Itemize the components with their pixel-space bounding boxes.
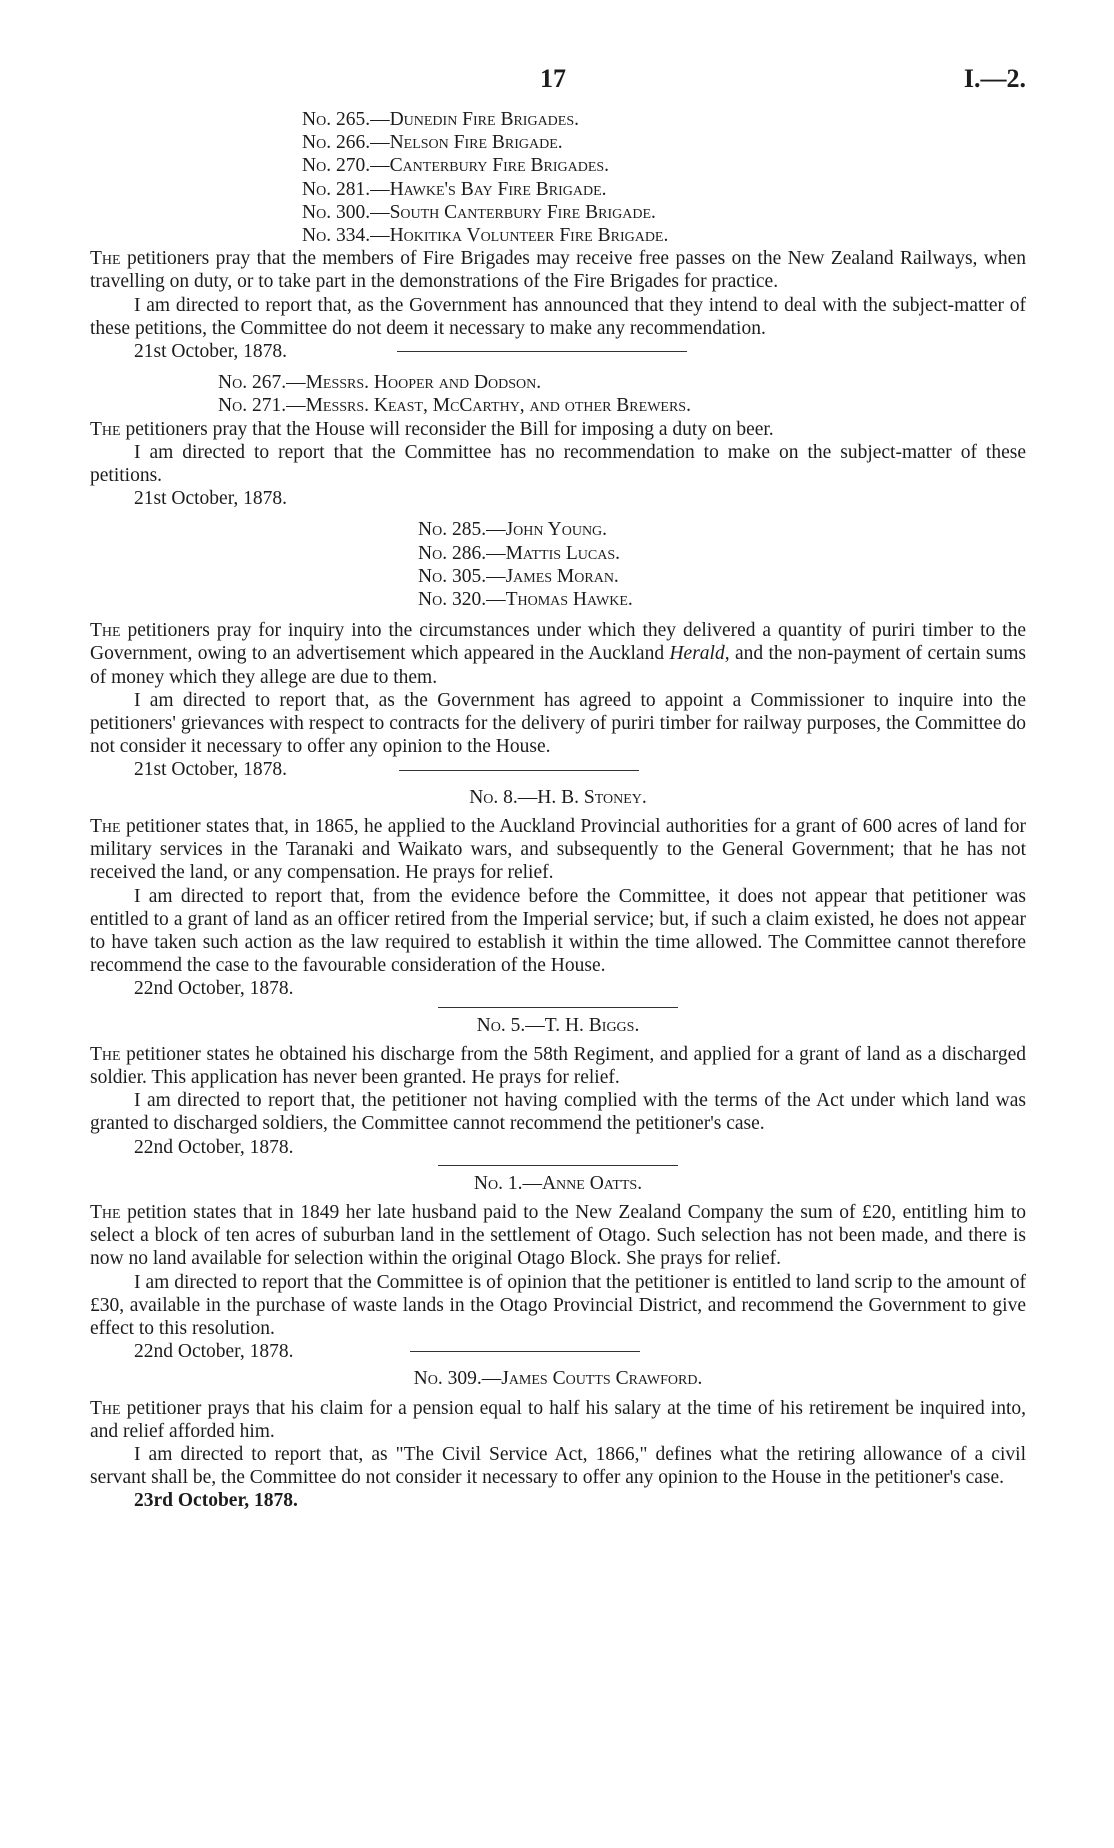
report-date: 21st October, 1878.: [134, 488, 288, 510]
petition-titles: [90, 108, 1026, 247]
section-divider: [438, 1007, 678, 1008]
petition-title: No. 286.—Mattis Lucas.: [418, 542, 621, 564]
committee-report: I am directed to report that, as "The Civil Service Act, 1866," defines what the retiring allowance of a civil servant shall be, the Committee do not consider it necessary to offer any opinion to the House in the petitioner's case.: [90, 1443, 1026, 1489]
petition-title: No. 267.—Messrs. Hooper and Dodson.: [218, 372, 542, 394]
report-date: 21st October, 1878.: [134, 759, 288, 781]
date-line: [90, 1340, 1026, 1363]
petition-summary: The petitioners pray for inquiry into the circumstances under which they delivered a quantity of puriri timber to the Government, owing to an advertisement which appeared in the Auckland Herald, and the non-payment of certain sums of money which they allege are due to them.: [90, 620, 1027, 688]
petition-title: No. 300.—South Canterbury Fire Brigade.: [302, 201, 656, 223]
committee-report: I am directed to report that the Committee is of opinion that the petitioner is entitled to land scrip to the amount of £30, available in the purchase of waste lands in the Otago Provincial District, and recommend the Government to give effect to this resolution.: [90, 1271, 1026, 1339]
page-number: 17: [540, 64, 566, 93]
petition-titles: [90, 371, 1026, 417]
committee-report: I am directed to report that the Committee has no recommendation to make on the subject-matter of these petitions.: [90, 441, 1026, 487]
report-date: 22nd October, 1878.: [134, 1341, 294, 1363]
committee-report: I am directed to report that, as the Government has announced that they intend to deal with the subject-matter of these petitions, the Committee do not deem it necessary to make any recommendation.: [90, 294, 1026, 339]
petition-titles: [90, 518, 1026, 611]
petition-title: No. 5.—T. H. Biggs.: [476, 1014, 640, 1036]
petition-title: No. 281.—Hawke's Bay Fire Brigade.: [302, 178, 607, 200]
report-date: 22nd October, 1878.: [134, 1136, 294, 1158]
petition-title: No. 320.—Thomas Hawke.: [418, 589, 633, 611]
petition-title: No. 334.—Hokitika Volunteer Fire Brigade.: [302, 225, 669, 247]
report-date: 21st October, 1878.: [134, 341, 288, 363]
document-code: I.—2.: [963, 64, 1026, 93]
petition-summary: The petition states that in 1849 her late husband paid to the New Zealand Company the sum of £20, entitling him to select a block of ten acres of suburban land in the settlement of Otago. Such selection has not been made, and there is now no land available for selection within the original Otago Block. She prays for relief.: [90, 1201, 1027, 1270]
petition-title: No. 270.—Canterbury Fire Brigades.: [302, 155, 610, 177]
petition-summary: The petitioners pray that the House will reconsider the Bill for imposing a duty on beer.: [90, 418, 774, 440]
petition-title: No. 1.—Anne Oatts.: [473, 1172, 643, 1194]
petition-summary: The petitioner prays that his claim for a pension equal to half his salary at the time of his retirement be inquired into, and relief afforded him.: [90, 1397, 1027, 1442]
petition-title: No. 8.—H. B. Stoney.: [469, 786, 647, 808]
report-date: 23rd October, 1878.: [134, 1490, 298, 1512]
committee-report: I am directed to report that, the petitioner not having complied with the terms of the Act under which land was granted to discharged soldiers, the Committee cannot recommend the petitioner's case.: [90, 1090, 1026, 1135]
petition-title: No. 266.—Nelson Fire Brigade.: [302, 132, 563, 154]
petition-title: No. 305.—James Moran.: [418, 565, 619, 587]
committee-report: I am directed to report that, as the Government has agreed to appoint a Commissioner to inquire into the petitioners' grievances with respect to contracts for the delivery of puriri timber for railway purposes, the Committee do not consider it necessary to offer any opinion to the House.: [90, 689, 1026, 758]
date-line: [90, 340, 1026, 363]
petition-title: No. 265.—Dunedin Fire Brigades.: [302, 109, 580, 130]
section-divider: [438, 1165, 678, 1166]
petition-title: No. 309.—James Coutts Crawford.: [413, 1368, 703, 1390]
section-divider: [397, 351, 687, 352]
committee-report: I am directed to report that, from the evidence before the Committee, it does not appear that petitioner was entitled to a grant of land as an officer retired from the Imperial service; but, if such a claim existed, he does not appear to have taken such action as the law required to establish it within the time allowed. The Committee cannot therefore recommend the case to the favourable consideration of the House.: [90, 885, 1026, 977]
date-line: [90, 758, 1026, 781]
petition-summary: The petitioners pray that the members of Fire Brigades may receive free passes on the New Zealand Railways, when travelling on duty, or to take part in the demonstrations of the Fire Brigades for practice.: [90, 248, 1027, 293]
petition-title: No. 285.—John Young.: [418, 519, 608, 541]
section-divider: [410, 1351, 640, 1352]
report-date: 22nd October, 1878.: [134, 978, 294, 1000]
petition-summary: The petitioner states he obtained his discharge from the 58th Regiment, and applied for a grant of land as a discharged soldier. This application has never been granted. He prays for relief.: [90, 1043, 1026, 1088]
petition-title: No. 271.—Messrs. Keast, McCarthy, and other Brewers.: [218, 395, 691, 417]
body-text: [90, 108, 1026, 1513]
section-divider: [399, 770, 639, 771]
petition-summary: The petitioner states that, in 1865, he applied to the Auckland Provincial authorities for a grant of 600 acres of land for military services in the Taranaki and Waikato wars, and subsequently to the General Government; that he has not received the land, or any compensation. He prays for relief.: [90, 815, 1027, 884]
